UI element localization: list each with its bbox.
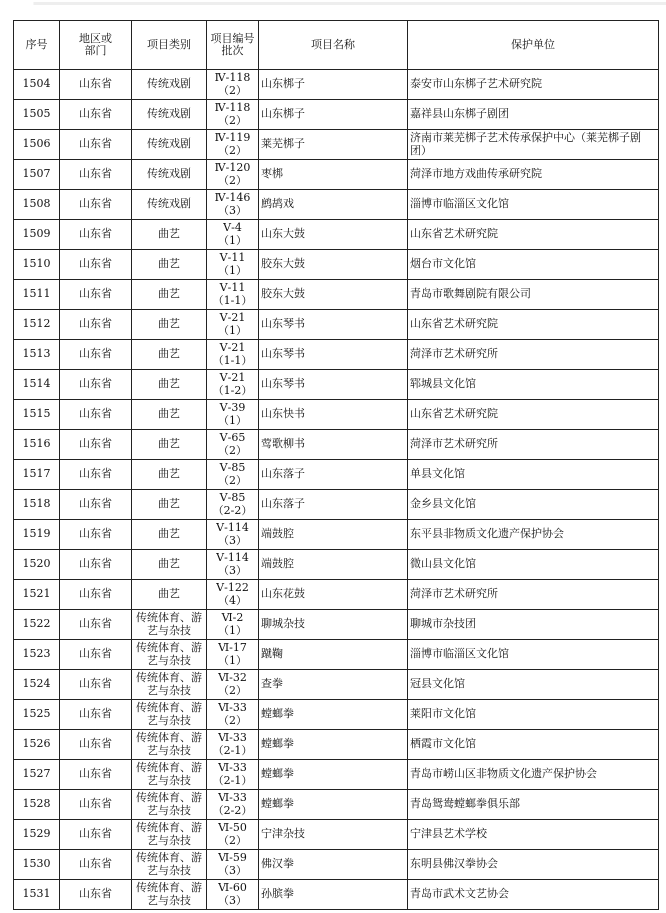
code-batch: （1-2）: [212, 383, 253, 397]
cell-region: 山东省: [60, 550, 132, 580]
table-row: [14, 70, 659, 100]
cell-region: 山东省: [60, 220, 132, 250]
cell-no: 1531: [14, 880, 60, 910]
cell-no: 1526: [14, 730, 60, 760]
code-number: Ⅳ-118: [214, 71, 251, 84]
cell-name: 蹴鞠: [259, 640, 408, 670]
cell-name: 螳螂拳: [259, 730, 408, 760]
cell-no: 1506: [14, 130, 60, 160]
header-name: 项目名称: [259, 21, 408, 70]
code-number: Ⅴ-11: [219, 281, 246, 294]
cell-unit: 宁津县艺术学校: [408, 820, 659, 850]
cell-code: [207, 70, 259, 100]
code-number: Ⅳ-146: [214, 191, 251, 204]
table-row: [14, 130, 659, 160]
code-number: Ⅵ-50: [218, 821, 247, 834]
cell-unit: 栖霞市文化馆: [408, 730, 659, 760]
cell-no: 1505: [14, 100, 60, 130]
cell-name: 螳螂拳: [259, 700, 408, 730]
cell-code: [207, 850, 259, 880]
code-batch: （2）: [218, 113, 247, 127]
cell-unit: 冠县文化馆: [408, 670, 659, 700]
cell-no: 1518: [14, 490, 60, 520]
cell-region: 山东省: [60, 490, 132, 520]
code-batch: （2）: [218, 473, 247, 487]
code-batch: （3）: [218, 893, 247, 907]
table-row: [14, 520, 659, 550]
cell-unit: 山东省艺术研究院: [408, 310, 659, 340]
code-number: Ⅴ-39: [219, 401, 246, 414]
code-number: Ⅵ-32: [218, 671, 247, 684]
cell-name: 胶东大鼓: [259, 280, 408, 310]
table-row: [14, 220, 659, 250]
cell-name: 山东梆子: [259, 70, 408, 100]
heritage-table: [13, 20, 659, 910]
cell-category: 曲艺: [132, 370, 207, 400]
code-number: Ⅵ-33: [218, 761, 247, 774]
cell-unit: 泰安市山东梆子艺术研究院: [408, 70, 659, 100]
cell-name: 莺歌柳书: [259, 430, 408, 460]
table-row: [14, 250, 659, 280]
cell-no: 1527: [14, 760, 60, 790]
cell-code: [207, 220, 259, 250]
code-batch: （1）: [218, 653, 247, 667]
table-row: [14, 880, 659, 910]
cell-unit: 青岛鸳鸯螳螂拳俱乐部: [408, 790, 659, 820]
cell-category: 传统戏剧: [132, 130, 207, 160]
code-batch: （2-2）: [212, 803, 253, 817]
code-number: Ⅴ-122: [216, 581, 249, 594]
table-row: [14, 310, 659, 340]
code-batch: （3）: [218, 533, 247, 547]
cell-no: 1529: [14, 820, 60, 850]
cell-code: [207, 430, 259, 460]
cell-region: 山东省: [60, 700, 132, 730]
cell-unit: 菏泽市艺术研究所: [408, 340, 659, 370]
table-row: [14, 370, 659, 400]
cell-region: 山东省: [60, 370, 132, 400]
cell-unit: 山东省艺术研究院: [408, 400, 659, 430]
cell-no: 1509: [14, 220, 60, 250]
cell-category: 传统戏剧: [132, 160, 207, 190]
table-row: [14, 760, 659, 790]
cell-category: 传统体育、游艺与杂技: [132, 760, 207, 790]
cell-code: [207, 340, 259, 370]
code-number: Ⅴ-114: [216, 551, 249, 564]
cell-unit: 烟台市文化馆: [408, 250, 659, 280]
cell-name: 山东花鼓: [259, 580, 408, 610]
cell-region: 山东省: [60, 130, 132, 160]
cell-region: 山东省: [60, 400, 132, 430]
cell-name: 端鼓腔: [259, 550, 408, 580]
cell-code: [207, 640, 259, 670]
cell-category: 曲艺: [132, 250, 207, 280]
cell-no: 1512: [14, 310, 60, 340]
cell-unit: 聊城市杂技团: [408, 610, 659, 640]
cell-no: 1519: [14, 520, 60, 550]
header-no: 序号: [14, 21, 60, 70]
cell-name: 山东落子: [259, 490, 408, 520]
cell-code: [207, 820, 259, 850]
cell-region: 山东省: [60, 430, 132, 460]
cell-name: 宁津杂技: [259, 820, 408, 850]
cell-region: 山东省: [60, 160, 132, 190]
cell-code: [207, 490, 259, 520]
table-body: [14, 70, 659, 910]
header-region-line1: 地区或: [79, 31, 112, 45]
table-row: [14, 490, 659, 520]
cell-code: [207, 760, 259, 790]
cell-region: 山东省: [60, 610, 132, 640]
cell-region: 山东省: [60, 310, 132, 340]
cell-no: 1521: [14, 580, 60, 610]
table-row: [14, 160, 659, 190]
table-row: [14, 580, 659, 610]
cell-category: 传统体育、游艺与杂技: [132, 850, 207, 880]
table-row: [14, 730, 659, 760]
cell-code: [207, 700, 259, 730]
cell-code: [207, 310, 259, 340]
code-number: Ⅴ-85: [219, 491, 246, 504]
cell-unit: 郓城县文化馆: [408, 370, 659, 400]
cell-name: 山东琴书: [259, 340, 408, 370]
table-row: [14, 460, 659, 490]
cell-region: 山东省: [60, 790, 132, 820]
code-number: Ⅵ-33: [218, 701, 247, 714]
cell-code: [207, 790, 259, 820]
cell-name: 枣梆: [259, 160, 408, 190]
cell-unit: 菏泽市艺术研究所: [408, 430, 659, 460]
cell-region: 山东省: [60, 640, 132, 670]
code-batch: （2）: [218, 713, 247, 727]
cell-no: 1515: [14, 400, 60, 430]
code-batch: （1）: [218, 233, 247, 247]
cell-unit: 东平县非物质文化遗产保护协会: [408, 520, 659, 550]
cell-category: 曲艺: [132, 220, 207, 250]
code-batch: （2-2）: [212, 503, 253, 517]
cell-code: [207, 400, 259, 430]
cell-region: 山东省: [60, 250, 132, 280]
cell-no: 1524: [14, 670, 60, 700]
cell-category: 传统体育、游艺与杂技: [132, 730, 207, 760]
code-number: Ⅴ-65: [219, 431, 246, 444]
cell-name: 螳螂拳: [259, 790, 408, 820]
cell-code: [207, 460, 259, 490]
cell-region: 山东省: [60, 100, 132, 130]
code-number: Ⅴ-114: [216, 521, 249, 534]
cell-no: 1517: [14, 460, 60, 490]
cell-unit: 淄博市临淄区文化馆: [408, 190, 659, 220]
cell-code: [207, 610, 259, 640]
cell-code: [207, 280, 259, 310]
code-number: Ⅳ-118: [214, 101, 251, 114]
cell-name: 鹧鸪戏: [259, 190, 408, 220]
code-batch: （2-1）: [212, 773, 253, 787]
cell-region: 山东省: [60, 880, 132, 910]
code-number: Ⅴ-21: [219, 311, 246, 324]
cell-category: 曲艺: [132, 340, 207, 370]
cell-region: 山东省: [60, 760, 132, 790]
cell-code: [207, 670, 259, 700]
cell-category: 传统体育、游艺与杂技: [132, 880, 207, 910]
cell-unit: 东明县佛汉拳协会: [408, 850, 659, 880]
table-row: [14, 670, 659, 700]
cell-region: 山东省: [60, 340, 132, 370]
code-number: Ⅵ-33: [218, 731, 247, 744]
cell-region: 山东省: [60, 190, 132, 220]
cell-region: 山东省: [60, 670, 132, 700]
cell-code: [207, 160, 259, 190]
cell-code: [207, 550, 259, 580]
cell-unit: 济南市莱芜梆子艺术传承保护中心（莱芜梆子剧团）: [408, 130, 659, 160]
cell-region: 山东省: [60, 820, 132, 850]
table-row: [14, 280, 659, 310]
cell-unit: 菏泽市艺术研究所: [408, 580, 659, 610]
cell-code: [207, 880, 259, 910]
table-row: [14, 790, 659, 820]
code-batch: （3）: [218, 563, 247, 577]
code-batch: （3）: [218, 203, 247, 217]
cell-code: [207, 520, 259, 550]
cell-unit: 莱阳市文化馆: [408, 700, 659, 730]
cell-no: 1528: [14, 790, 60, 820]
header-category: 项目类别: [132, 21, 207, 70]
cell-category: 曲艺: [132, 280, 207, 310]
table-row: [14, 400, 659, 430]
cell-region: 山东省: [60, 850, 132, 880]
code-batch: （2）: [218, 83, 247, 97]
cell-no: 1523: [14, 640, 60, 670]
cell-category: 曲艺: [132, 430, 207, 460]
cell-no: 1525: [14, 700, 60, 730]
cell-code: [207, 730, 259, 760]
cell-name: 孙膑拳: [259, 880, 408, 910]
table-row: [14, 640, 659, 670]
cell-name: 聊城杂技: [259, 610, 408, 640]
cell-unit: 微山县文化馆: [408, 550, 659, 580]
code-batch: （1）: [218, 263, 247, 277]
code-batch: （1-1）: [212, 353, 253, 367]
code-batch: （2）: [218, 833, 247, 847]
cell-name: 端鼓腔: [259, 520, 408, 550]
cell-no: 1504: [14, 70, 60, 100]
code-number: Ⅵ-33: [218, 791, 247, 804]
header-code-line2: 批次: [221, 44, 244, 57]
code-batch: （2）: [218, 173, 247, 187]
cell-unit: 金乡县文化馆: [408, 490, 659, 520]
cell-code: [207, 250, 259, 280]
cell-name: 山东大鼓: [259, 220, 408, 250]
cell-unit: 淄博市临淄区文化馆: [408, 640, 659, 670]
table-row: [14, 550, 659, 580]
code-number: Ⅳ-119: [214, 131, 251, 144]
table-row: [14, 100, 659, 130]
cell-no: 1508: [14, 190, 60, 220]
cell-category: 曲艺: [132, 490, 207, 520]
cell-category: 曲艺: [132, 550, 207, 580]
cell-no: 1507: [14, 160, 60, 190]
cell-name: 查拳: [259, 670, 408, 700]
code-batch: （1）: [218, 623, 247, 637]
cell-category: 曲艺: [132, 400, 207, 430]
code-number: Ⅴ-4: [223, 221, 242, 234]
cell-category: 曲艺: [132, 460, 207, 490]
cell-category: 传统戏剧: [132, 190, 207, 220]
cell-code: [207, 370, 259, 400]
cell-name: 山东琴书: [259, 370, 408, 400]
cell-code: [207, 130, 259, 160]
cell-no: 1511: [14, 280, 60, 310]
cell-category: 传统体育、游艺与杂技: [132, 640, 207, 670]
cell-no: 1516: [14, 430, 60, 460]
cell-category: 传统体育、游艺与杂技: [132, 700, 207, 730]
table-header-row: [14, 21, 659, 70]
code-number: Ⅵ-17: [218, 641, 247, 654]
cell-name: 佛汉拳: [259, 850, 408, 880]
code-batch: （3）: [218, 863, 247, 877]
cell-category: 传统体育、游艺与杂技: [132, 790, 207, 820]
cell-name: 山东琴书: [259, 310, 408, 340]
code-number: Ⅵ-59: [218, 851, 247, 864]
cell-category: 传统体育、游艺与杂技: [132, 610, 207, 640]
code-batch: （1-1）: [212, 293, 253, 307]
cell-name: 胶东大鼓: [259, 250, 408, 280]
code-number: Ⅴ-11: [219, 251, 246, 264]
code-batch: （2）: [218, 143, 247, 157]
code-number: Ⅳ-120: [214, 161, 251, 174]
code-number: Ⅵ-2: [221, 611, 244, 624]
cell-unit: 青岛市武术文艺协会: [408, 880, 659, 910]
cell-category: 曲艺: [132, 580, 207, 610]
code-batch: （1）: [218, 413, 247, 427]
code-number: Ⅵ-60: [218, 881, 247, 894]
cell-unit: 青岛市歌舞剧院有限公司: [408, 280, 659, 310]
cell-code: [207, 580, 259, 610]
cell-region: 山东省: [60, 460, 132, 490]
table-row: [14, 430, 659, 460]
cell-region: 山东省: [60, 730, 132, 760]
code-batch: （2-1）: [212, 743, 253, 757]
table-row: [14, 850, 659, 880]
table-row: [14, 610, 659, 640]
header-region-line2: 部门: [84, 44, 107, 57]
cell-unit: 青岛市崂山区非物质文化遗产保护协会: [408, 760, 659, 790]
code-batch: （4）: [218, 593, 247, 607]
table-row: [14, 340, 659, 370]
code-batch: （2）: [218, 683, 247, 697]
cell-unit: 菏泽市地方戏曲传承研究院: [408, 160, 659, 190]
cell-region: 山东省: [60, 70, 132, 100]
cell-unit: 山东省艺术研究院: [408, 220, 659, 250]
code-batch: （2）: [218, 443, 247, 457]
cell-category: 曲艺: [132, 310, 207, 340]
cell-no: 1513: [14, 340, 60, 370]
header-region: [60, 21, 132, 70]
code-number: Ⅴ-21: [219, 371, 246, 384]
cell-category: 传统体育、游艺与杂技: [132, 670, 207, 700]
table-row: [14, 190, 659, 220]
cell-no: 1510: [14, 250, 60, 280]
cell-no: 1530: [14, 850, 60, 880]
code-number: Ⅴ-85: [219, 461, 246, 474]
cell-name: 螳螂拳: [259, 760, 408, 790]
cell-category: 传统体育、游艺与杂技: [132, 820, 207, 850]
code-number: Ⅴ-21: [219, 341, 246, 354]
header-code: [207, 21, 259, 70]
table-row: [14, 820, 659, 850]
top-edge: [0, 0, 666, 10]
header-code-line1: 项目编号: [210, 31, 255, 45]
cell-region: 山东省: [60, 580, 132, 610]
cell-name: 山东梆子: [259, 100, 408, 130]
cell-unit: 单县文化馆: [408, 460, 659, 490]
cell-category: 传统戏剧: [132, 100, 207, 130]
cell-code: [207, 100, 259, 130]
table-row: [14, 700, 659, 730]
cell-category: 曲艺: [132, 520, 207, 550]
cell-name: 莱芜梆子: [259, 130, 408, 160]
cell-region: 山东省: [60, 520, 132, 550]
cell-region: 山东省: [60, 280, 132, 310]
cell-no: 1520: [14, 550, 60, 580]
code-batch: （1）: [218, 323, 247, 337]
cell-name: 山东落子: [259, 460, 408, 490]
cell-no: 1514: [14, 370, 60, 400]
header-unit: 保护单位: [408, 21, 659, 70]
cell-code: [207, 190, 259, 220]
cell-name: 山东快书: [259, 400, 408, 430]
cell-unit: 嘉祥县山东梆子剧团: [408, 100, 659, 130]
cell-no: 1522: [14, 610, 60, 640]
cell-category: 传统戏剧: [132, 70, 207, 100]
